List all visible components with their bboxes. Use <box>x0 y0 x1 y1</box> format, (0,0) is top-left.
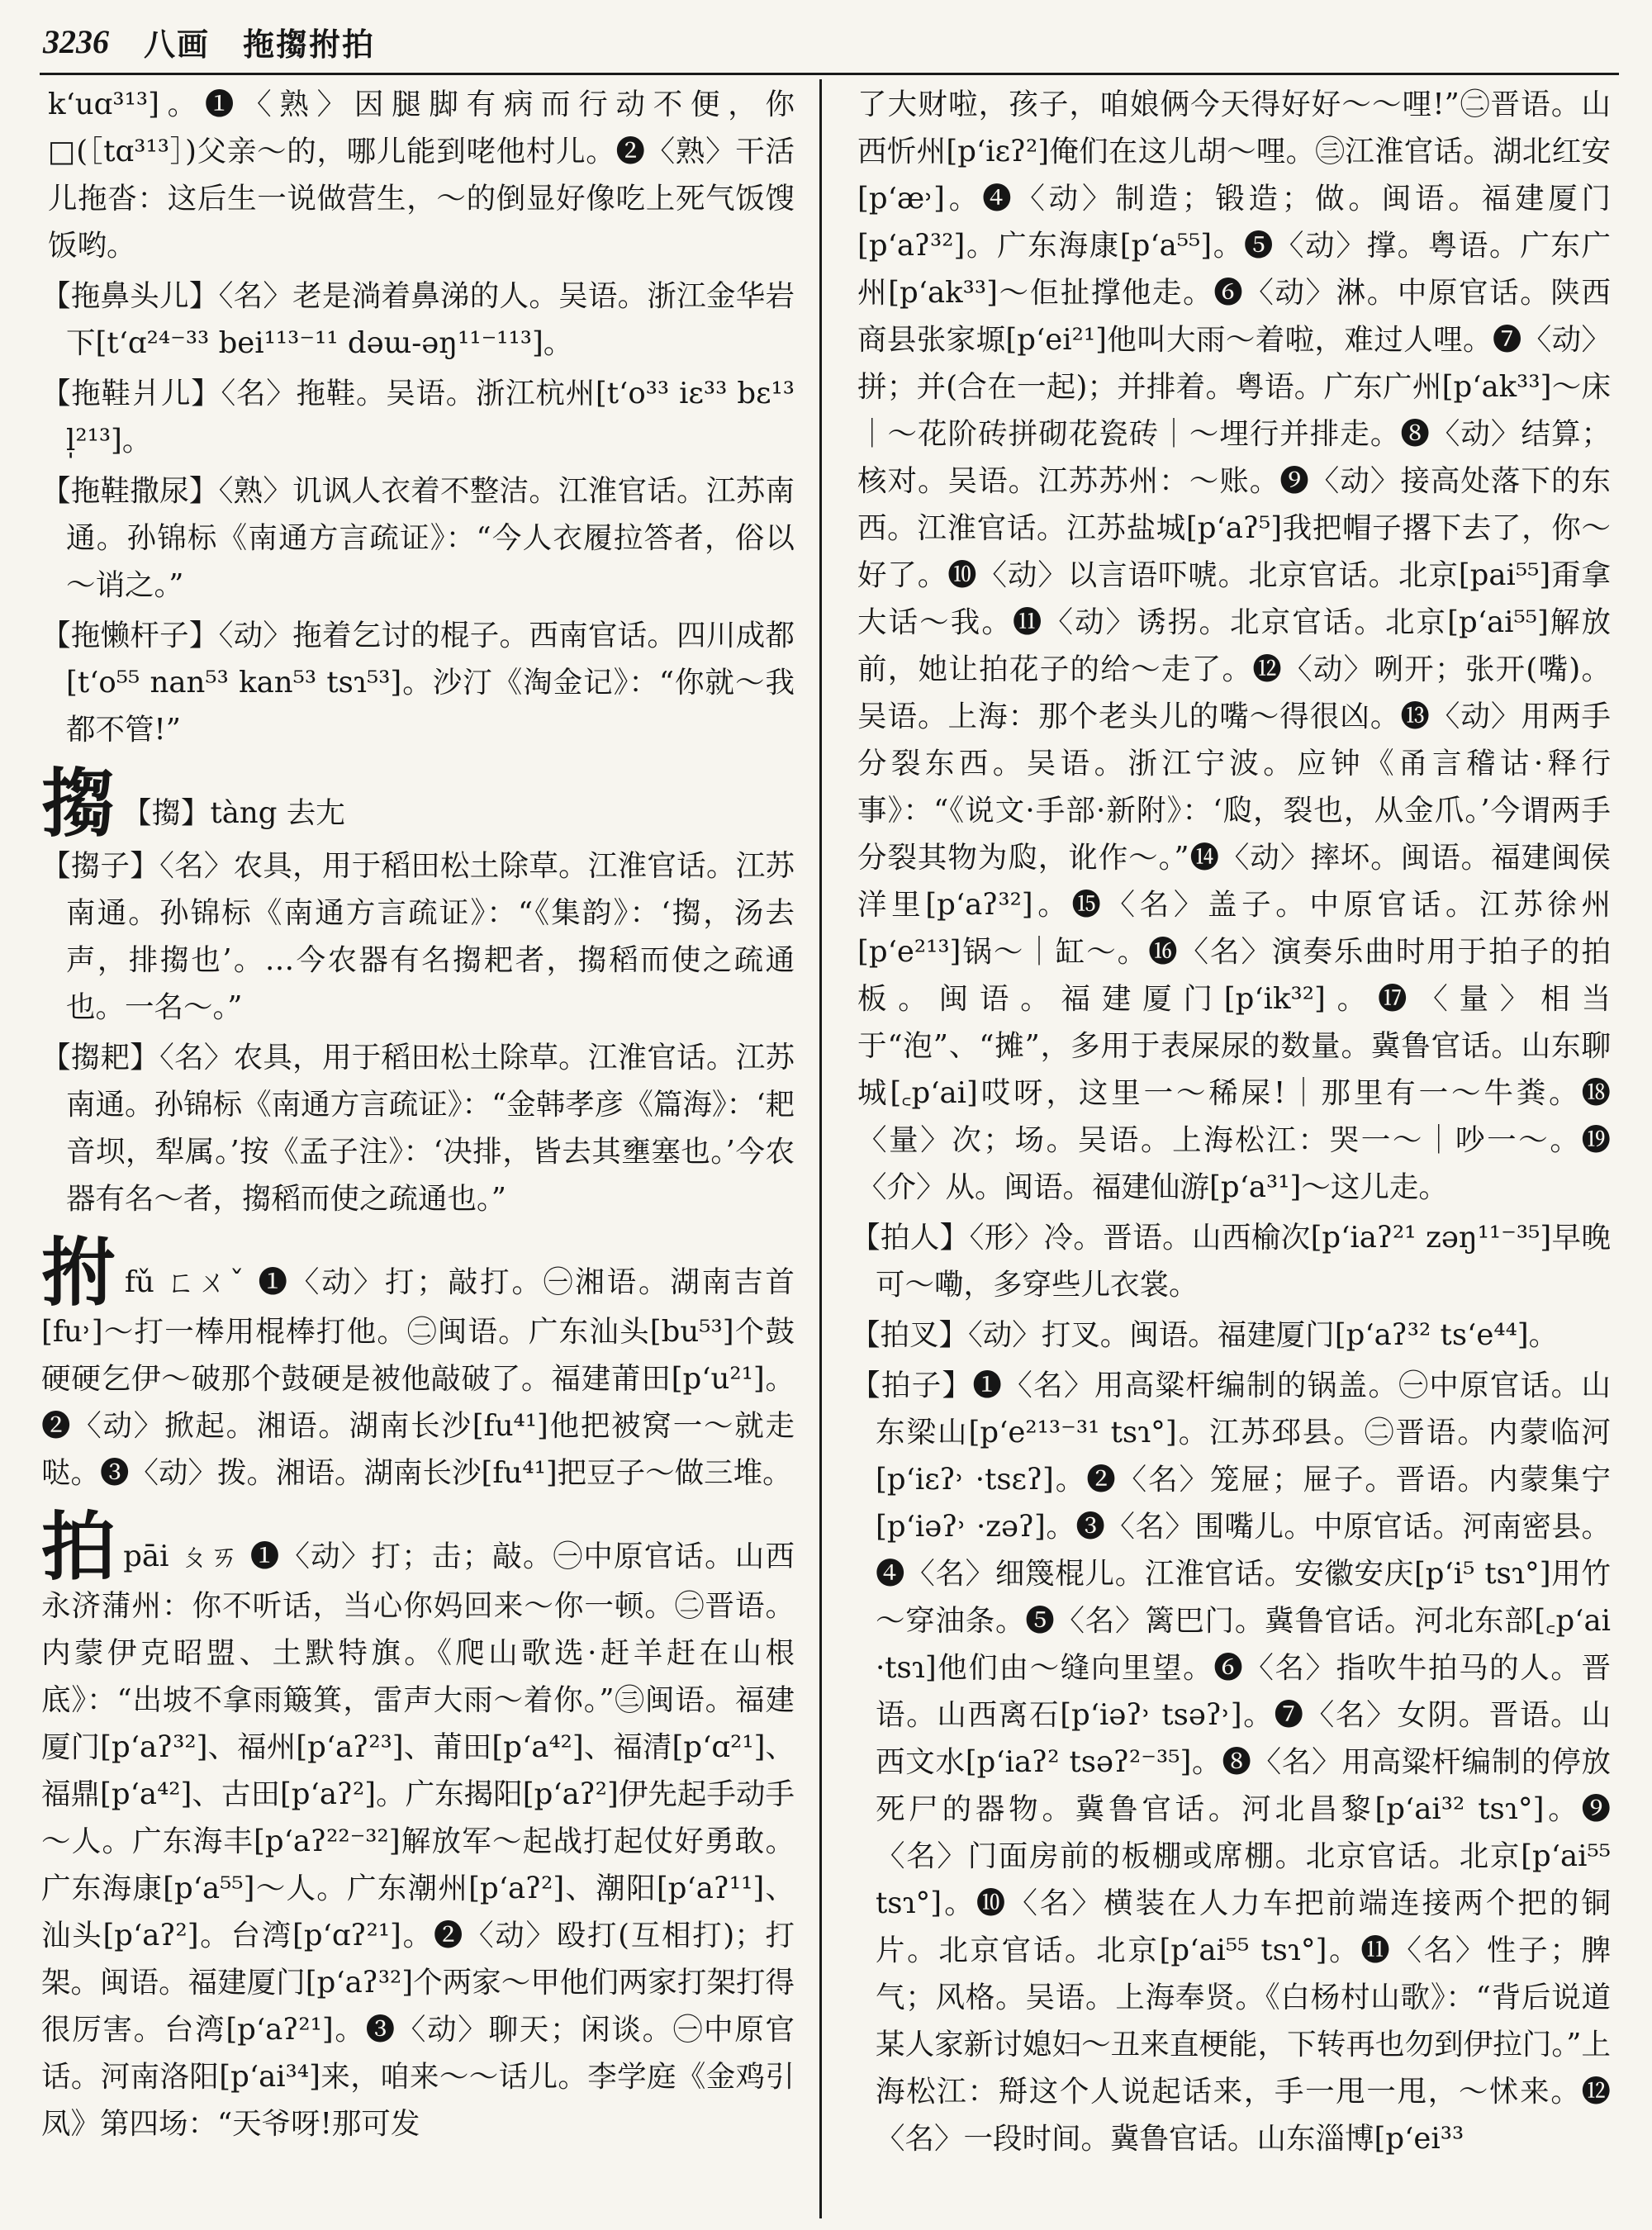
page-header <box>43 15 1612 68</box>
head-character: 搊 <box>41 760 116 847</box>
dictionary-entry: 【拍子】❶〈名〉用高粱杆编制的锅盖。㊀中原官话。山东梁山[p‘e²¹³⁻³¹ tsɿ°]。江苏邳县。㊁晋语。内蒙临河[p‘iɛʔ˒ ·tsɛʔ]。❷〈名〉笼屉；屉子。晋语。内蒙集宁[p‘iəʔ˒ ·zəʔ]。❸〈名〉围嘴儿。中原官话。河南密县。❹〈名〉细篾棍儿。江淮官话。安徽安庆[p‘i⁵ tsɿ°]用竹～穿油条。❺〈名〉篱巴门。冀鲁官话。河北东部[꜀p‘ai ·tsɿ]他们由～缝向里望。❻〈名〉指吹牛拍马的人。晋语。山西离石[p‘iəʔ˒ tsəʔ˒]。❼〈名〉女阴。晋语。山西文水[p‘iaʔ² tsəʔ²⁻³⁵]。❽〈名〉用高粱杆编制的停放死尸的器物。冀鲁官话。河北昌黎[p‘ai³² tsɿ°]。❾〈名〉门面房前的板棚或席棚。北京官话。北京[p‘ai⁵⁵ tsɿ°]。❿〈名〉横装在人力车把前端连接两个把的铜片。北京官话。北京[p‘ai⁵⁵ tsɿ°]。⓫〈名〉性子；脾气；风格。吴语。上海奉贤。《白杨村山歌》：“背后说道某人家新讨媳妇～丑来直梗能，下转再也勿到伊拉门。”上海松江：搿这个人说起话来，手一甩一甩，～怵来。⓬〈名〉一段时间。冀鲁官话。山东淄博[p‘ei³³ <box>851 1369 1611 2156</box>
page-number: 3236 <box>43 22 109 60</box>
dictionary-entry: 【拖鞋爿儿】〈名〉拖鞋。吴语。浙江杭州[t‘o³³ iɛ³³ bɛ¹³ l̩²¹³]。 <box>41 377 795 458</box>
head-character-entry <box>41 760 795 847</box>
section-title: 八画 拖搊拊拍 <box>144 25 376 63</box>
dictionary-entry: 【拖鼻头儿】〈名〉老是淌着鼻涕的人。吴语。浙江金华岩下[t‘ɑ²⁴⁻³³ bei¹¹³⁻¹¹ dəɯ-əŋ¹¹⁻¹¹³]。 <box>41 279 795 360</box>
dictionary-entry: 【拍叉】〈动〉打叉。闽语。福建厦门[p‘aʔ³² ts‘e⁴⁴]。 <box>851 1318 1559 1352</box>
head-character-text: fǔ ㄈㄨˇ ❶〈动〉打；敲打。㊀湘语。湖南吉首[fu˒]～打一棒用棍棒打他。㊁闽语。广东汕头[bu⁵³]个鼓硬硬乞伊～破那个鼓硬是被他敲破了。福建莆田[p‘u²¹]。❷〈动〉掀起。湘语。湖南长沙[fu⁴¹]他把被窝一～就走哒。❸〈动〉拨。湘语。湖南长沙[fu⁴¹]把豆子～做三堆。 <box>41 1265 795 1490</box>
header-rule <box>40 73 1619 75</box>
dictionary-entry: 【搊子】〈名〉农具，用于稻田松土除草。江淮官话。江苏南通。孙锦标《南通方言疏证》：“《集韵》：‘搊，汤去声，排搊也’。…今农器有名搊耙者，搊稻而使之疏通也。一名～。” <box>41 849 795 1024</box>
head-character-text: 【搊】tàng 去尢 <box>122 796 345 830</box>
dictionary-entry: 【拖鞋撒尿】〈熟〉讥讽人衣着不整洁。江淮官话。江苏南通。孙锦标《南通方言疏证》：“今人衣履拉答者，俗以～诮之。” <box>41 474 795 602</box>
head-character-entry <box>41 1503 795 2147</box>
right-column <box>851 81 1611 2220</box>
dictionary-entry: 【拖懒杆子】〈动〉拖着乞讨的棍子。西南官话。四川成都[t‘o⁵⁵ nan⁵³ kan⁵³ tsɿ⁵³]。沙汀《淘金记》：“你就～我都不管!” <box>41 619 795 747</box>
entry-continuation: 了大财啦，孩子，咱娘俩今天得好好～～哩!”㊁晋语。山西忻州[p‘iɛʔ²]俺们在这儿胡～哩。㊂江淮官话。湖北红安[p‘æ˒]。❹〈动〉制造；锻造；做。闽语。福建厦门[p‘aʔ³²]。广东海康[p‘a⁵⁵]。❺〈动〉撑。粤语。广东广州[p‘ak³³]～佢扯撑他走。❻〈动〉淋。中原官话。陕西商县张家塬[p‘ei²¹]他叫大雨～着啦，难过人哩。❼〈动〉拼；并(合在一起)；并排着。粤语。广东广州[p‘ak³³]～床｜～花阶砖拼砌花瓷砖｜～埋行并排走。❽〈动〉结算；核对。吴语。江苏苏州：～账。❾〈动〉接高处落下的东西。江淮官话。江苏盐城[p‘aʔ⁵]我把帽子撂下去了，你～好了。❿〈动〉以言语吓唬。北京官话。北京[pai⁵⁵]甭拿大话～我。⓫〈动〉诱拐。北京官话。北京[p‘ai⁵⁵]解放前，她让拍花子的给～走了。⓬〈动〉咧开；张开(嘴)。吴语。上海：那个老头儿的嘴～得很凶。⓭〈动〉用两手分裂东西。吴语。浙江宁波。应钟《甬言稽诂·释行事》：“《说文·手部·新附》：‘瓝，裂也，从金爪。’今谓两手分裂其物为瓝，讹作～。”⓮〈动〉摔坏。闽语。福建闽侯洋里[p‘aʔ³²]。⓯〈名〉盖子。中原官话。江苏徐州[p‘e²¹³]锅～｜缸～。⓰〈名〉演奏乐曲时用于拍子的拍板。闽语。福建厦门[p‘ik³²]。⓱〈量〉相当于“泡”、“摊”，多用于表屎尿的数量。冀鲁官话。山东聊城[꜀p‘ai]哎呀，这里一～稀屎!｜那里有一～牛粪。⓲〈量〉次；场。吴语。上海松江：哭一～｜吵一～。⓳〈介〉从。闽语。福建仙游[p‘a³¹]～这儿走。 <box>857 88 1611 1204</box>
head-character-text: pāi ㄆㄞ ❶〈动〉打；击；敲。㊀中原官话。山西永济蒲州：你不听话，当心你妈回来～你一顿。㊁晋语。内蒙伊克昭盟、土默特旗。《爬山歌选·赶羊赶在山根底》：“出坡不拿雨簸箕，雷声大雨～着你。”㊂闽语。福建厦门[p‘aʔ³²]、福州[p‘aʔ²³]、莆田[p‘a⁴²]、福清[p‘ɑ²¹]、福鼎[p‘a⁴²]、古田[p‘aʔ²]。广东揭阳[p‘aʔ²]伊先起手动手～人。广东海丰[p‘aʔ²²⁻³²]解放军～起战打起仗好勇敢。广东海康[p‘a⁵⁵]～人。广东潮州[p‘aʔ²]、潮阳[p‘aʔ¹¹]、汕头[p‘aʔ²]。台湾[p‘ɑʔ²¹]。❷〈动〉殴打(互相打)；打架。闽语。福建厦门[p‘aʔ³²]个两家～甲他们两家打架打得很厉害。台湾[p‘aʔ²¹]。❸〈动〉聊天；闲谈。㊀中原官话。河南洛阳[p‘ai³⁴]来，咱来～～话儿。李学庭《金鸡引凤》第四场：“天爷呀!那可发 <box>41 1540 795 2141</box>
head-character-entry <box>41 1229 795 1497</box>
dictionary-entry: 【拍人】〈形〉冷。晋语。山西榆次[p‘iaʔ²¹ zəŋ¹¹⁻³⁵]早晚可～嘞，多穿些儿衣裳。 <box>851 1221 1611 1302</box>
dictionary-entry: 【搊耙】〈名〉农具，用于稻田松土除草。江淮官话。江苏南通。孙锦标《南通方言疏证》：“金韩孝彦《篇海》：‘耙音坝，犁属。’按《孟子注》：‘决排，皆去其壅塞也。’今农器有名～者，搊稻而使之疏通也。” <box>41 1041 795 1216</box>
entry-continuation: k‘uɑ³¹³]。❶〈熟〉因腿脚有病而行动不便，你□(［tɑ³¹³］)父亲～的，哪儿能到咾他村儿。❷〈熟〉干活儿拖沓：这后生一说做营生，～的倒显好像吃上死气饭馊饭哟。 <box>48 88 795 263</box>
column-divider <box>819 79 822 2218</box>
head-character: 拍 <box>41 1503 117 1591</box>
left-column <box>41 81 795 2220</box>
head-character: 拊 <box>41 1229 118 1317</box>
